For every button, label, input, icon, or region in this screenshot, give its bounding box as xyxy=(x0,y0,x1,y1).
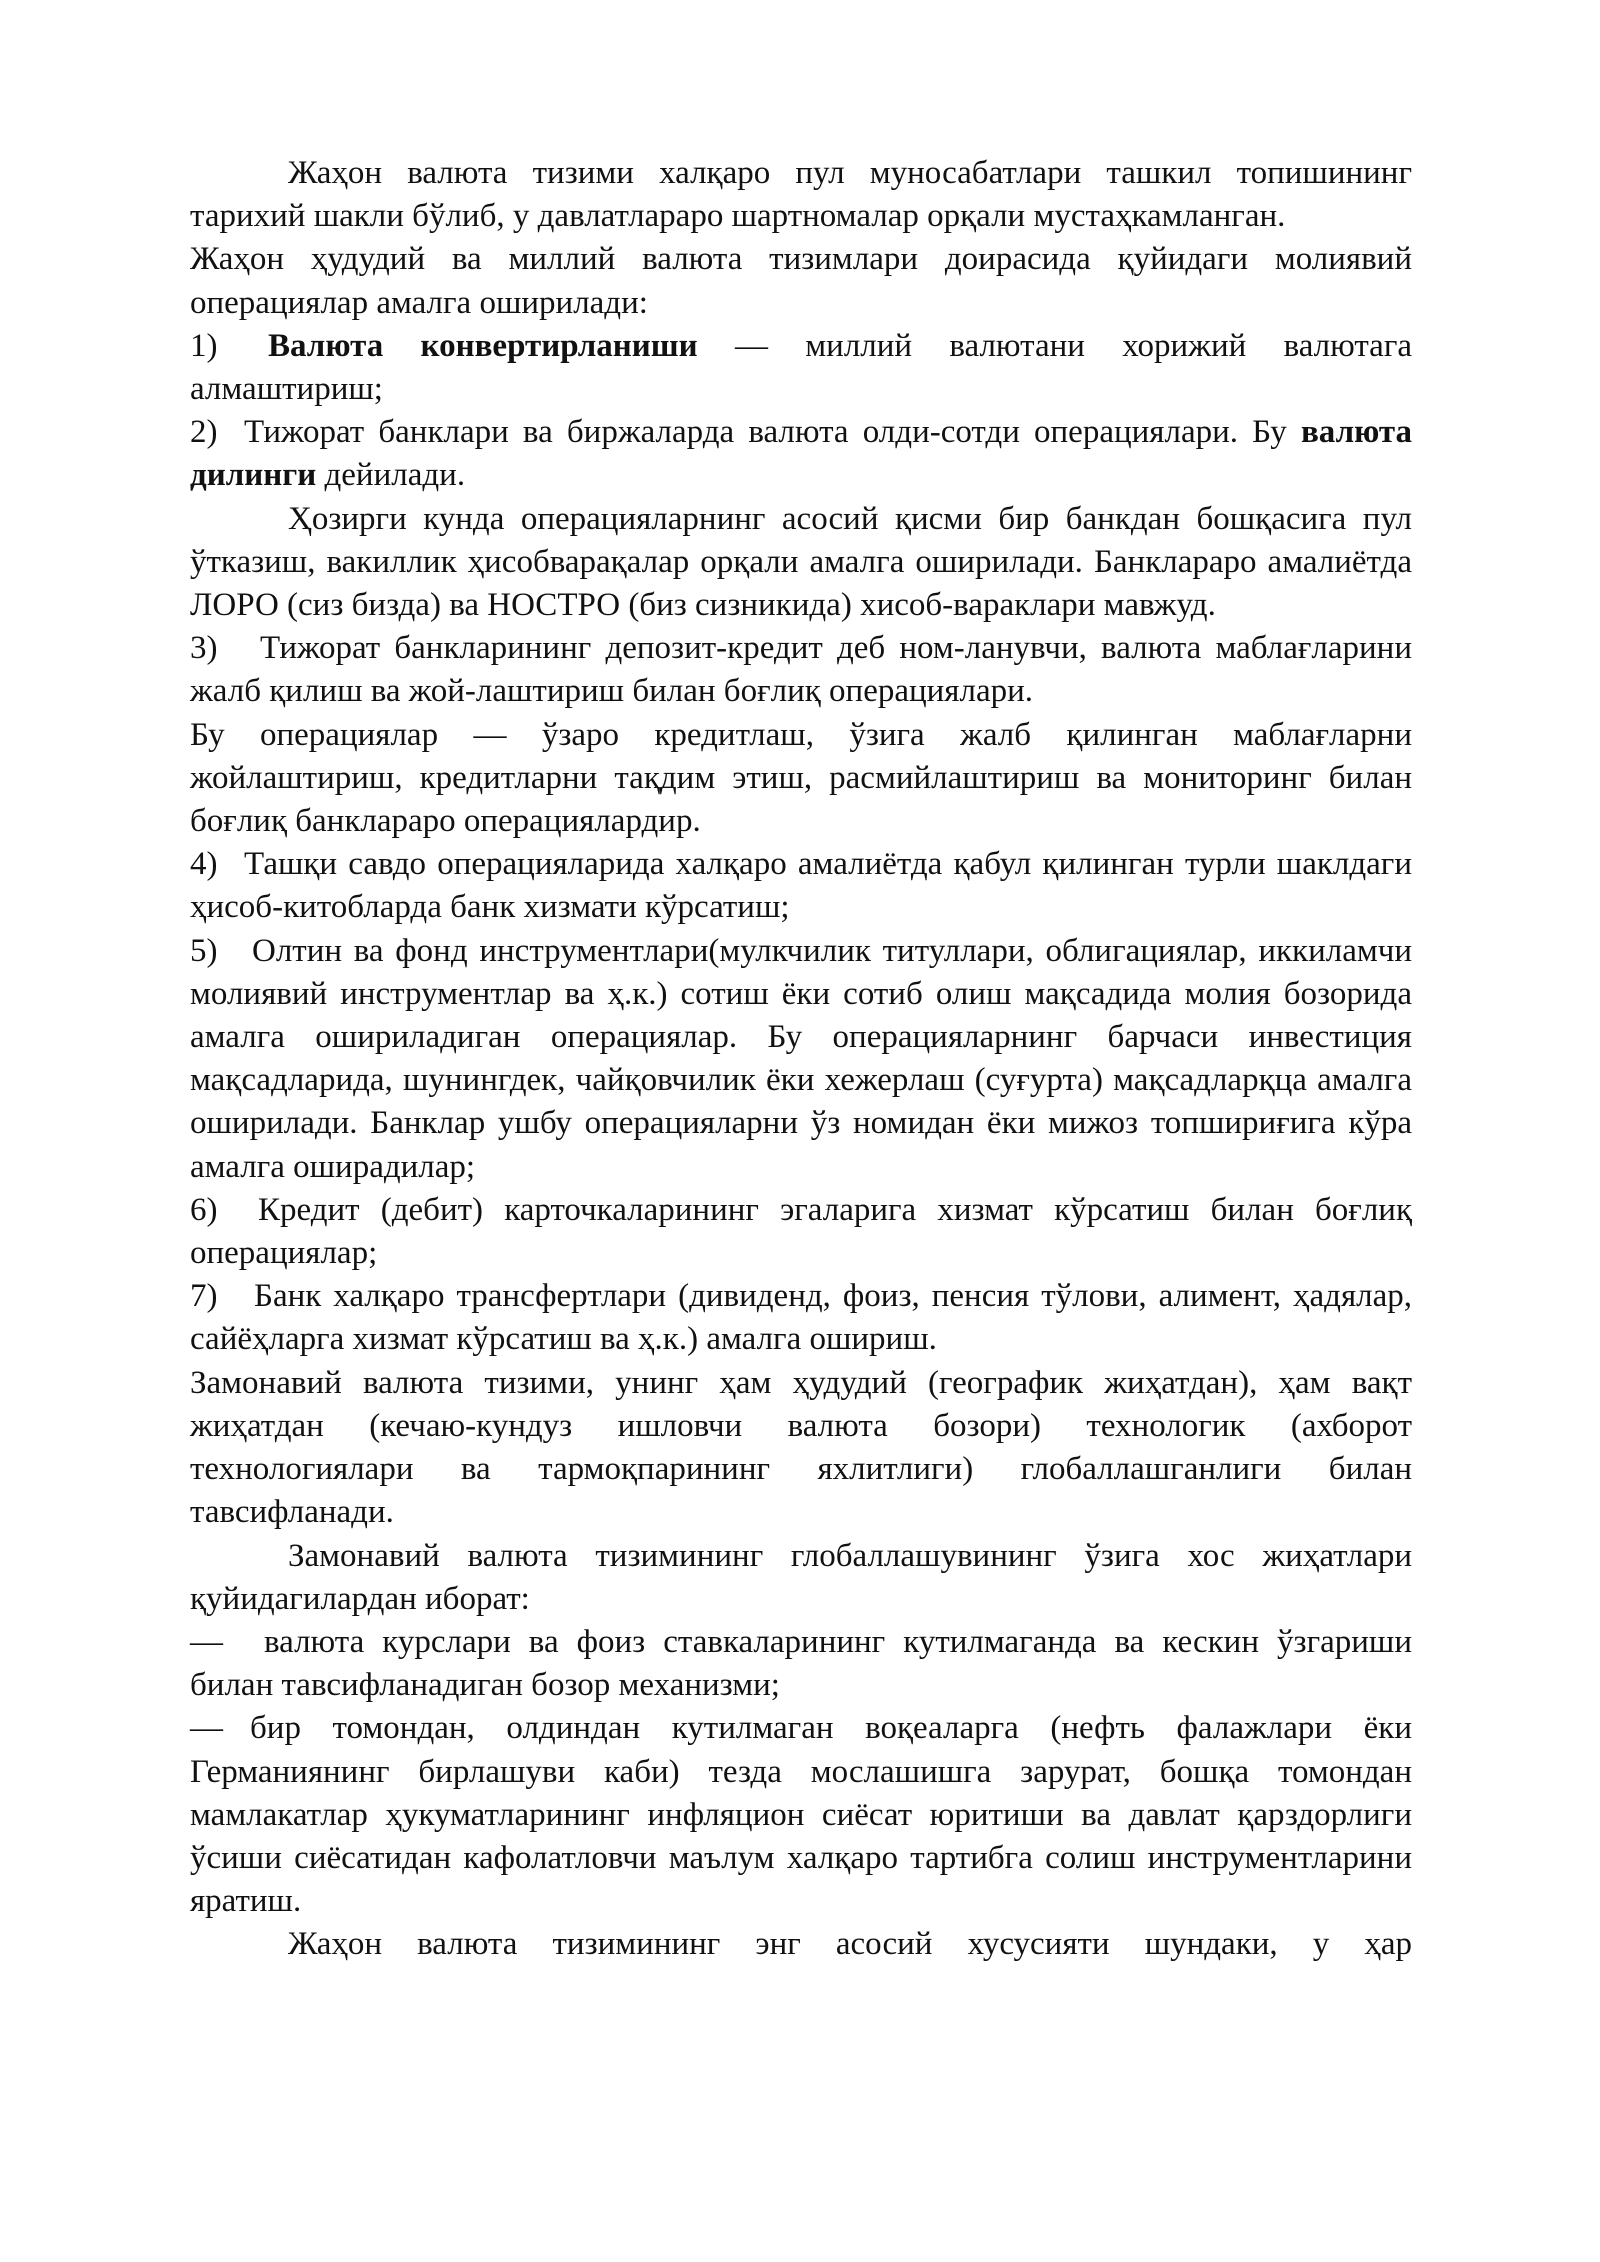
paragraph-deposit-ops: Бу операциялар — ўзаро кредитлаш, ўзига жалб қилинган маблағларни жойлаштириш, кредитларни тақдим этиш, расмийлаштириш ва мониторинг билан боғлиқ банклараро операциялардир. xyxy=(190,716,1412,840)
list-item-text: Ташқи савдо операцияларида халқаро амалиётда қабул қилинган турли шаклдаги ҳисоб-китобларда банк хизмати кўрсатиш; xyxy=(190,846,1412,926)
list-number: 3) xyxy=(190,630,218,667)
list-number: 7) xyxy=(190,1278,218,1315)
paragraph-main-feature: Жаҳон валюта тизимининг энг асосий хусусияти шундаки, у ҳар xyxy=(288,1926,1412,1963)
paragraph-operations-lead: Жаҳон ҳудудий ва миллий валюта тизимлари доирасида қуйидаги молиявий операциялар амалга оширилади: xyxy=(190,241,1412,321)
list-number: 6) xyxy=(190,1191,218,1228)
dash-item-2 xyxy=(190,1707,1412,1923)
paragraph-correspondent: Ҳозирги кунда операцияларнинг асосий қисми бир банкдан бошқасига пул ўтказиш, вакиллик ҳисобварақалар орқали амалга оширилади. Банклараро амалиётда ЛОРО (сиз бизда) ва НОСТРО (биз сизникида) хисоб-вараклари мавжуд. xyxy=(190,500,1412,624)
list-item-text: Банк халқаро трансфертлари (дивиденд, фоиз, пенсия тўлови, алимент, ҳадялар, сайёҳларга хизмат кўрсатиш ва ҳ.к.) амалга ошириш. xyxy=(190,1278,1412,1358)
list-item-text: Олтин ва фонд инструментлари(мулкчилик титуллари, облигациялар, иккиламчи молиявий инструментлар ва ҳ.к.) сотиш ёки сотиб олиш мақсадида молия бозорида амалга ошириладиган операциялар. Бу операцияларнинг барчаси инвестиция мақсадларида, шунингдек, чайқовчилик ёки хежерлаш (суғурта) мақсадларқца амалга оширилади. Банклар ушбу операцияларни ўз номидан ёки мижоз топшириғига кўра амалга оширадилар; xyxy=(190,932,1412,1185)
list-number: 2) xyxy=(190,414,218,451)
paragraph-modern-system: Замонавий валюта тизими, унинг ҳам ҳудудий (географик жиҳатдан), ҳам вақт жиҳатдан (кечаю-кундуз ишловчи валюта бозори) технологик (ахборот технологиялари ва тармоқпарининг яхлитлиги) глобаллашганлиги билан тавсифланади. xyxy=(190,1364,1412,1531)
term-bold: Валюта конвертирланиши xyxy=(268,327,698,364)
list-item-1 xyxy=(190,325,1412,411)
list-item-text: — миллий валютани хорижий валютага алмаштириш; xyxy=(190,327,1413,408)
list-item-text: Тижорат банклари ва биржаларда валюта олди-сотди операциялари. Бу xyxy=(244,414,1301,451)
list-item-5 xyxy=(190,930,1412,1189)
list-item-6 xyxy=(190,1189,1412,1275)
dash-item-text: валюта курслари ва фоиз ставкаларининг кутилмаганда ва кескин ўзгариши билан тавсифланадиган бозор механизми; xyxy=(190,1623,1412,1704)
list-item-7 xyxy=(190,1275,1412,1361)
dash-item-text: бир томондан, олдиндан кутилмаган воқеаларга (нефть фалажлари ёки Германиянинг бирлашуви каби) тезда мослашишга зарурат, бошқа томондан мамлакатлар ҳукуматларининг инфляцион сиёсат юритиши ва давлат қарздорлиги ўсиши сиёсатидан кафолатловчи маълум халқаро тартибга солиш инструментларини яратиш. xyxy=(190,1710,1412,1920)
list-number: 5) xyxy=(190,932,218,969)
list-item-text: Кредит (дебит) карточкаларининг эгаларига хизмат кўрсатиш билан боғлиқ операциялар; xyxy=(190,1191,1412,1272)
dash-marker: — xyxy=(190,1623,223,1660)
term-bold: валюта дилинги xyxy=(190,414,1412,494)
list-number: 4) xyxy=(190,846,218,883)
dash-item-1 xyxy=(190,1621,1412,1707)
paragraph-intro: Жаҳон валюта тизими халқаро пул муносабатлари ташкил топишининг тарихий шакли бўлиб, у давлатлараро шартномалар орқали мустаҳкамланган. xyxy=(190,155,1412,235)
list-item-3 xyxy=(190,627,1412,713)
list-item-text: Тижорат банкларининг депозит-кредит деб ном-ланувчи, валюта маблағларини жалб қилиш ва жой-лаштириш билан боғлиқ операциялари. xyxy=(190,630,1412,710)
list-item-2 xyxy=(190,411,1412,497)
list-item-text-end: дейилади. xyxy=(316,457,466,494)
list-number: 1) xyxy=(190,327,218,364)
dash-marker: — xyxy=(190,1710,223,1747)
list-item-4 xyxy=(190,843,1412,929)
paragraph-globalization-features: Замонавий валюта тизимининг глобаллашувининг ўзига хос жиҳатлари қуйидагилардан иборат: xyxy=(190,1537,1412,1617)
